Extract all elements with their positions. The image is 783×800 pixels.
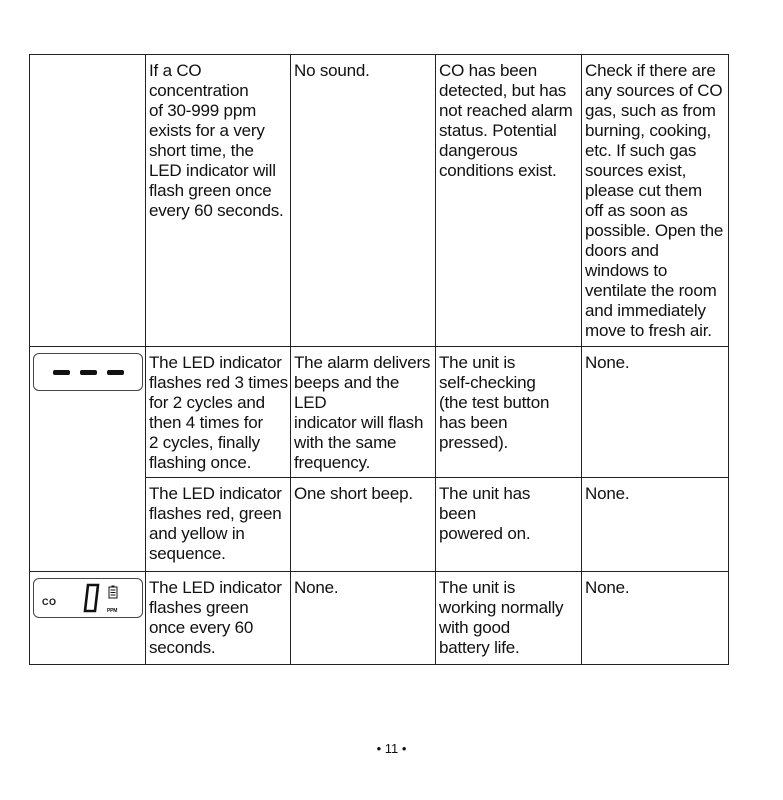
indicator-cell: The LED indicator flashes red 3 times for 2 cycles and then 4 times for 2 cycles, finally flashing once.: [146, 347, 291, 478]
action-cell: None.: [582, 572, 729, 665]
table-row: [30, 572, 729, 665]
indicator-cell: If a CO concentration of 30-999 ppm exists for a very short time, the LED indicator will flash green once every 60 seconds.: [146, 55, 291, 347]
seven-segment-digit: [82, 582, 102, 614]
meaning-cell: The unit is working normally with good battery life.: [436, 572, 582, 665]
troubleshooting-table: [29, 54, 729, 665]
action-cell: None.: [582, 478, 729, 572]
sound-cell: One short beep.: [291, 478, 436, 572]
table-row: [30, 55, 729, 347]
action-cell: None.: [582, 347, 729, 478]
indicator-cell: The LED indicator flashes red, green and yellow in sequence.: [146, 478, 291, 572]
meaning-cell: CO has been detected, but has not reached alarm status. Potential dangerous conditions exist.: [436, 55, 582, 347]
sound-cell: No sound.: [291, 55, 436, 347]
meaning-cell: The unit has been powered on.: [436, 478, 582, 572]
sound-cell: None.: [291, 572, 436, 665]
indicator-cell: The LED indicator flashes green once every 60 seconds.: [146, 572, 291, 665]
co-lcd-display: [33, 578, 143, 618]
co-label: CO: [42, 597, 57, 607]
meaning-cell: The unit is self-checking (the test button has been pressed).: [436, 347, 582, 478]
dash-display-icon: [33, 353, 143, 391]
action-cell: Check if there are any sources of CO gas, such as from burning, cooking, etc. If such gas sources exist, please cut them off as soon as possible. Open the doors and windows to ventilate the room and immediately move to fresh air.: [582, 55, 729, 347]
ppm-label: PPM: [107, 608, 118, 614]
display-cell: [30, 572, 146, 665]
battery-icon: [108, 585, 118, 599]
table-row: [30, 347, 729, 478]
page-number: • 11 •: [376, 741, 407, 756]
display-cell: [30, 347, 146, 572]
sound-cell: The alarm delivers beeps and the LED indicator will flash with the same frequency.: [291, 347, 436, 478]
display-cell: [30, 55, 146, 347]
